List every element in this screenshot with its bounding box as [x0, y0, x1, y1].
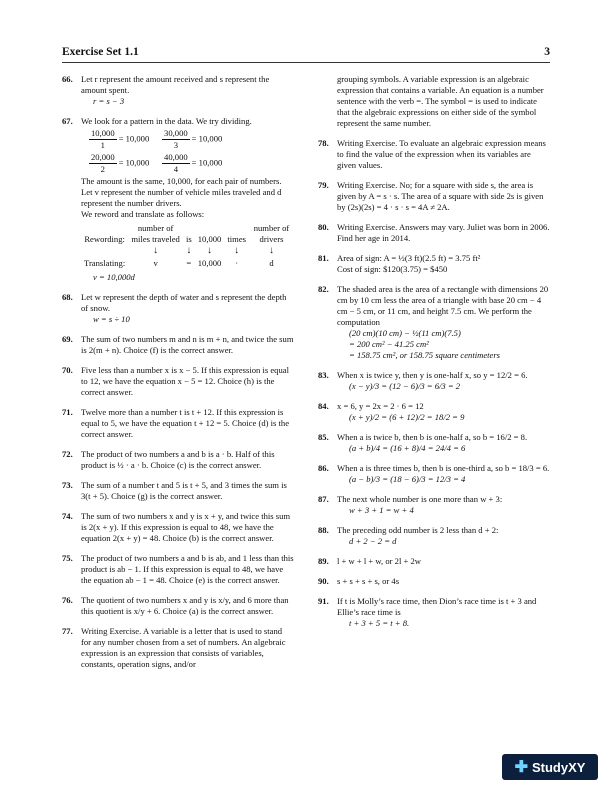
item-number: 80. — [318, 222, 329, 232]
item-text: s + s + s + s, or 4s — [337, 576, 400, 586]
down-arrow-icon: ↓ — [186, 245, 192, 256]
exercise-74 — [62, 511, 294, 544]
numerator: 40,000 — [164, 152, 188, 162]
equation: (x − y)/3 = (12 − 6)/3 = 6/3 = 2 — [349, 381, 461, 391]
item-text: grouping symbols. A variable expression is an algebraic expression that contains a variable. An equation is a number sentence with the verb =. The symbol = is used to indicate that the algebraic expressions on either side of the symbol represent the same number. — [337, 74, 544, 128]
studyxy-logo — [502, 754, 598, 780]
item-text: l + w + l + w, or 2l + 2w — [337, 556, 421, 566]
item-number: 74. — [62, 510, 73, 521]
translating-cell: v — [153, 257, 158, 268]
item-number: 79. — [318, 180, 329, 190]
exercise-69 — [62, 334, 294, 356]
fraction-row — [87, 128, 294, 151]
translating-cell: 10,000 — [197, 257, 222, 268]
left-column — [62, 74, 294, 679]
item-number: 67. — [62, 116, 73, 126]
result: = 10,000 — [191, 157, 223, 168]
exercise-85 — [318, 432, 550, 454]
item-text: We look for a pattern in the data. We try dividing. — [81, 116, 252, 126]
equation: (20 cm)(10 cm) − ½(11 cm)(7.5) — [349, 328, 461, 338]
down-arrow-icon: ↓ — [153, 245, 159, 256]
item-number: 77. — [62, 625, 73, 636]
item-number: 83. — [318, 370, 329, 380]
item-text: The shaded area is the area of a rectangle with dimensions 20 cm by 10 cm less the area of a triangle with base 20 cm − 4 cm − 5 cm, or 11 cm, and height 7.5 cm. We perform the computation — [337, 284, 549, 327]
exercise-82 — [318, 284, 550, 361]
exercise-91 — [318, 596, 550, 629]
item-text: Cost of sign: $120(3.75) = $450 — [337, 264, 448, 274]
exercise-78 — [318, 138, 550, 171]
item-text: Let r represent the amount received and s represent the amount spent. — [81, 74, 270, 95]
exercise-90 — [318, 576, 550, 587]
logo-text: StudyXY — [531, 759, 586, 775]
result: = 10,000 — [118, 157, 150, 168]
right-column — [318, 74, 550, 638]
equation: d + 2 − 2 = d — [349, 536, 397, 546]
equation: = 200 cm² − 41.25 cm² — [349, 339, 429, 349]
exercise-80 — [318, 222, 550, 244]
exercise-72 — [62, 449, 294, 471]
item-number: 89. — [318, 556, 329, 566]
item-text: The sum of a number t and 5 is t + 5, and 3 times the sum is 3(t + 5). Choice (g) is the correct answer. — [81, 479, 287, 501]
translating-cell: · — [235, 257, 239, 268]
item-text: If t is Molly’s race time, then Dion’s race time is t + 3 and Ellie’s race time is — [337, 596, 537, 617]
rewording-cell: times — [227, 234, 246, 244]
item-number: 85. — [318, 432, 329, 442]
item-text: Writing Exercise. To evaluate an algebraic expression means to find the value of the expression when its variables are given values. — [337, 138, 546, 170]
exercise-66 — [62, 74, 294, 107]
item-number: 88. — [318, 525, 329, 535]
item-number: 76. — [62, 594, 73, 605]
item-text: The next whole number is one more than w + 3: — [337, 494, 503, 504]
equation: (a − b)/3 = (18 − 6)/3 = 12/3 = 4 — [349, 474, 466, 484]
item-text: The preceding odd number is 2 less than d + 2: — [337, 525, 499, 535]
page-header — [62, 46, 550, 58]
item-text: The quotient of two numbers x and y is x/y, and 6 more than this quotient is x/y + 6. Choice (a) is the correct answer. — [81, 594, 289, 616]
item-number: 81. — [318, 253, 329, 263]
item-number: 75. — [62, 552, 73, 563]
numerator: 30,000 — [164, 128, 188, 138]
rewording-cell: number of drivers — [253, 223, 290, 244]
exercise-89 — [318, 556, 550, 567]
equation: r = s − 3 — [93, 96, 125, 106]
header-title: Exercise Set 1.1 — [62, 46, 139, 58]
item-number: 72. — [62, 448, 73, 459]
item-text: We reword and translate as follows: — [81, 209, 205, 219]
item-number: 78. — [318, 138, 329, 148]
item-number: 82. — [318, 284, 329, 294]
item-number: 90. — [318, 576, 329, 586]
rewording-cell: 10,000 — [197, 234, 222, 244]
header-rule — [62, 62, 550, 63]
rewording-cell: number of miles traveled — [131, 223, 180, 244]
item-text: The product of two numbers a and b is ab, and 1 less than this product is ab − 1. If this expression is equal to 48, we have the equation ab − 1 = 48. Choice (e) is the correct answer. — [81, 552, 294, 585]
item-number: 73. — [62, 479, 73, 490]
item-number: 66. — [62, 74, 73, 84]
equation: (a + b)/4 = (16 + 8)/4 = 24/4 = 6 — [349, 443, 466, 453]
equation: w = s ÷ 10 — [93, 313, 130, 324]
down-arrow-icon: ↓ — [234, 245, 240, 256]
item-number: 69. — [62, 333, 73, 344]
item-text: x = 6, y = 2x = 2 · 6 = 12 — [337, 401, 424, 411]
fraction-row — [87, 152, 294, 175]
translating-cell: = — [186, 257, 192, 268]
item-text: The sum of two numbers m and n is m + n, and twice the sum is 2(m + n). Choice (f) is the correct answer. — [81, 333, 294, 355]
result: = 10,000 — [118, 133, 150, 144]
denominator: 4 — [173, 164, 178, 174]
item-text: Writing Exercise. Answers may vary. Juliet was born in 2006. Find her age in 2014. — [337, 222, 550, 243]
item-text: Area of sign: A = ½(3 ft)(2.5 ft) = 3.75 ft² — [337, 253, 481, 263]
exercise-83 — [318, 370, 550, 392]
equation: (x + y)/2 = (6 + 12)/2 = 18/2 = 9 — [349, 412, 465, 422]
item-text: The product of two numbers a and b is a · b. Half of this product is ½ · a · b. Choice (c) is the correct answer. — [81, 448, 275, 470]
item-number: 68. — [62, 291, 73, 302]
plus-icon: ✚ — [514, 759, 528, 776]
exercise-84 — [318, 401, 550, 423]
item-text: Writing Exercise. No; for a square with side s, the area is given by A = s · s. The area of a square with side 2s is given by (2s)(2s) = 4 · s · s = 4A ≠ 2A. — [337, 180, 544, 212]
item-number: 84. — [318, 401, 329, 411]
result: = 10,000 — [191, 133, 223, 144]
exercise-88 — [318, 525, 550, 547]
rewording-cell: is — [185, 234, 192, 244]
exercise-76 — [62, 595, 294, 617]
item-text: The sum of two numbers x and y is x + y, and twice this sum is 2(x + y). If this expression is equal to 48, we have the equation 2(x + y) = 48. Choice (b) is the correct answer. — [81, 510, 291, 543]
exercise-81 — [318, 253, 550, 275]
exercise-75 — [62, 553, 294, 586]
equation: v = 10,000d — [93, 271, 135, 282]
equation: = 158.75 cm², or 158.75 square centimeters — [349, 350, 501, 360]
down-arrow-icon: ↓ — [268, 245, 274, 256]
exercise-68 — [62, 292, 294, 325]
exercise-87 — [318, 494, 550, 516]
item-text: The amount is the same, 10,000, for each pair of numbers. Let v represent the number of vehicle miles traveled and d represent the number drivers. — [81, 176, 282, 208]
equation: w + 3 + 1 = w + 4 — [349, 505, 414, 515]
down-arrow-icon: ↓ — [207, 245, 213, 256]
rewording-label: Rewording: — [84, 234, 125, 244]
translating-cell: d — [269, 257, 274, 268]
item-text: When a is three times b, then b is one-third a, so b = 18/3 = 6. — [337, 463, 550, 473]
item-text: Let w represent the depth of water and s represent the depth of snow. — [81, 291, 287, 313]
numerator: 10,000 — [91, 128, 115, 138]
item-number: 87. — [318, 494, 329, 504]
item-number: 70. — [62, 364, 73, 375]
translating-label: Translating: — [84, 257, 126, 268]
denominator: 2 — [100, 164, 105, 174]
exercise-67 — [62, 116, 294, 283]
page-number: 3 — [544, 46, 550, 58]
denominator: 3 — [173, 140, 178, 150]
exercise-77 — [62, 626, 294, 670]
translation-table — [81, 223, 294, 269]
item-number: 86. — [318, 463, 329, 473]
denominator: 1 — [100, 140, 105, 150]
item-text: Twelve more than a number t is t + 12. If this expression is equal to 5, we have the equation t + 12 = 5. Choice (d) is the correct answer. — [81, 406, 290, 439]
exercise-77-continued — [318, 74, 550, 129]
item-text: Writing Exercise. A variable is a letter that is used to stand for any number chosen from a set of numbers. An algebraic expression is an expression that consists of variables, constants, operation signs, and/or — [81, 625, 286, 669]
exercise-79 — [318, 180, 550, 213]
exercise-71 — [62, 407, 294, 440]
equation: t + 3 + 5 = t + 8. — [349, 618, 410, 628]
exercise-73 — [62, 480, 294, 502]
item-text: When x is twice y, then y is one-half x, so y = 12/2 = 6. — [337, 370, 528, 380]
item-text: When a is twice b, then b is one-half a, so b = 16/2 = 8. — [337, 432, 528, 442]
item-number: 91. — [318, 596, 329, 606]
exercise-86 — [318, 463, 550, 485]
numerator: 20,000 — [91, 152, 115, 162]
exercise-70 — [62, 365, 294, 398]
item-text: Five less than a number x is x − 5. If this expression is equal to 12, we have the equation x − 5 = 12. Choice (h) is the correct answer. — [81, 364, 289, 397]
item-number: 71. — [62, 406, 73, 417]
